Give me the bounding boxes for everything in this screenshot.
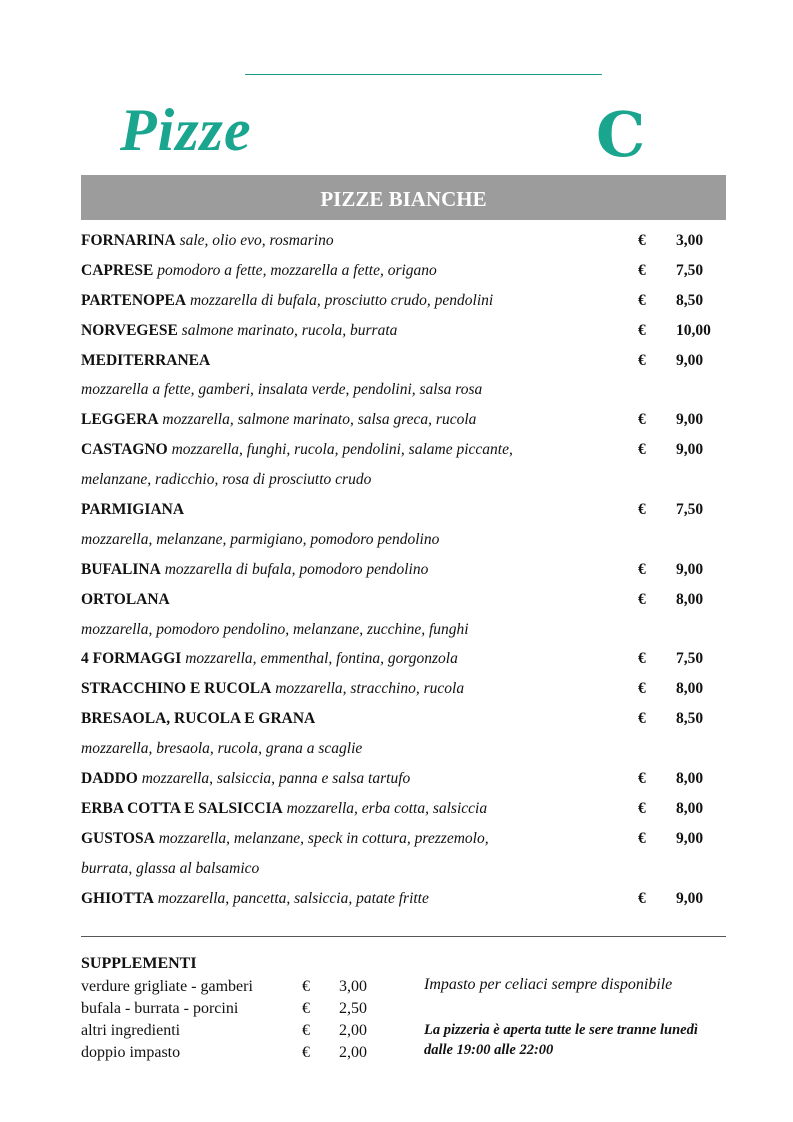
pizza-price: 7,50 — [676, 501, 704, 519]
section-banner: PIZZE BIANCHE — [81, 175, 726, 220]
pizza-ingredients: mozzarella a fette, gamberi, insalata verde, pendolini, salsa rosa — [81, 381, 483, 399]
supplement-label: altri ingredienti — [81, 1022, 181, 1039]
supplement-price: 3,00 — [339, 978, 367, 995]
euro-sign: € — [638, 321, 646, 339]
pizza-name: ORTOLANA — [81, 590, 170, 608]
euro-sign: € — [302, 1022, 310, 1039]
pizza-name: BRESAOLA, RUCOLA E GRANA — [81, 710, 316, 728]
pizza-ingredients: mozzarella, pomodoro pendolino, melanzane, zucchine, funghi — [81, 620, 469, 638]
menu-row — [81, 316, 721, 346]
pizza-price: 7,50 — [676, 650, 704, 668]
euro-sign: € — [638, 590, 646, 608]
pizza-price: 10,00 — [676, 321, 711, 339]
menu-row — [81, 256, 721, 286]
menu-row — [81, 495, 721, 525]
menu-row — [81, 465, 721, 495]
pizza-price: 9,00 — [676, 351, 704, 369]
top-rule — [245, 74, 602, 75]
menu-row — [81, 375, 721, 405]
menu-row — [81, 435, 721, 465]
supplements-title: SUPPLEMENTI — [81, 955, 197, 972]
euro-sign: € — [638, 710, 646, 728]
pizza-ingredients: pomodoro a fette, mozzarella a fette, origano — [153, 261, 437, 279]
pizza-name: CASTAGNO — [81, 441, 168, 459]
supplement-label: bufala - burrata - porcini — [81, 1000, 239, 1017]
menu-row — [81, 615, 721, 645]
pizza-price: 8,00 — [676, 770, 704, 788]
pizza-name: LEGGERA — [81, 411, 159, 429]
menu-row — [81, 674, 721, 704]
pizza-ingredients: mozzarella, stracchino, rucola — [271, 680, 465, 698]
supplement-row — [81, 1042, 381, 1064]
supplement-price: 2,50 — [339, 1000, 367, 1017]
euro-sign: € — [638, 560, 646, 578]
pizza-price: 8,50 — [676, 291, 704, 309]
menu-row — [81, 555, 721, 585]
pizza-ingredients: sale, olio evo, rosmarino — [175, 232, 334, 249]
euro-sign: € — [638, 411, 646, 429]
pizza-price: 9,00 — [676, 560, 704, 578]
pizza-price: 9,00 — [676, 889, 704, 907]
pizza-price: 8,00 — [676, 590, 704, 608]
pizza-name: PARTENOPEA — [81, 291, 187, 309]
pizza-price: 8,00 — [676, 680, 704, 698]
pizza-ingredients: mozzarella, bresaola, rucola, grana a scaglie — [81, 740, 363, 758]
pizza-name: 4 FORMAGGI — [81, 650, 182, 668]
pizza-name: NORVEGESE — [81, 321, 178, 339]
supplement-label: doppio impasto — [81, 1044, 181, 1061]
menu-row — [81, 854, 721, 884]
euro-sign: € — [638, 351, 646, 369]
euro-sign: € — [638, 441, 646, 459]
euro-sign: € — [302, 978, 310, 995]
menu-row — [81, 824, 721, 854]
pizza-name: PARMIGIANA — [81, 501, 185, 519]
euro-sign: € — [302, 1000, 310, 1017]
pizza-name: GHIOTTA — [81, 889, 154, 907]
euro-sign: € — [638, 829, 646, 847]
euro-sign: € — [638, 261, 646, 279]
euro-sign: € — [638, 770, 646, 788]
gluten-free-note: Impasto per celiaci sempre disponibile — [424, 976, 673, 993]
menu-row — [81, 226, 721, 256]
pizza-price: 9,00 — [676, 441, 704, 459]
pizza-ingredients: melanzane, radicchio, rosa di prosciutto crudo — [81, 471, 372, 489]
pizza-name: MEDITERRANEA — [81, 351, 211, 369]
euro-sign: € — [638, 680, 646, 698]
pizza-ingredients: mozzarella, emmenthal, fontina, gorgonzola — [181, 650, 458, 668]
pizza-ingredients: mozzarella, pancetta, salsiccia, patate fritte — [153, 889, 429, 907]
pizza-ingredients: mozzarella, salsiccia, panna e salsa tartufo — [137, 770, 411, 788]
menu-row — [81, 764, 721, 794]
pizza-ingredients: mozzarella, erba cotta, salsiccia — [282, 799, 488, 817]
euro-sign: € — [638, 889, 646, 907]
pizza-name: STRACCHINO E RUCOLA — [81, 680, 272, 698]
pizza-name: ERBA COTTA E SALSICCIA — [81, 799, 283, 817]
pizza-price: 8,00 — [676, 799, 704, 817]
pizza-price: 9,00 — [676, 829, 704, 847]
menu-row — [81, 286, 721, 316]
pizza-ingredients: salmone marinato, rucola, burrata — [177, 321, 398, 339]
menu-row — [81, 346, 721, 376]
supplement-row — [81, 976, 381, 998]
menu-row — [81, 525, 721, 555]
menu-row — [81, 644, 721, 674]
euro-sign: € — [638, 501, 646, 519]
pizza-ingredients: mozzarella di bufala, pomodoro pendolino — [160, 560, 429, 578]
pizza-name: DADDO — [81, 770, 138, 788]
opening-hours-note: La pizzeria è aperta tutte le sere tranne lunedì dalle 19:00 alle 22:00 — [424, 1022, 698, 1058]
pizza-name: GUSTOSA — [81, 829, 155, 847]
supplement-row — [81, 1020, 381, 1042]
menu-list — [81, 226, 721, 913]
menu-row — [81, 734, 721, 764]
menu-row — [81, 704, 721, 734]
euro-sign: € — [638, 799, 646, 817]
pizza-ingredients: mozzarella, salmone marinato, salsa greca, rucola — [158, 411, 477, 429]
pizza-name: BUFALINA — [81, 560, 161, 578]
pizza-ingredients: mozzarella di bufala, prosciutto crudo, pendolini — [186, 291, 494, 309]
menu-row — [81, 794, 721, 824]
supplement-price: 2,00 — [339, 1044, 367, 1061]
menu-row — [81, 405, 721, 435]
logo: C — [596, 98, 646, 171]
pizza-name: FORNARINA — [81, 232, 176, 249]
pizza-ingredients: mozzarella, melanzane, speck in cottura, prezzemolo, — [154, 829, 489, 847]
supplements-list — [81, 976, 381, 1064]
euro-sign: € — [302, 1044, 310, 1061]
euro-sign: € — [638, 232, 646, 249]
supplement-price: 2,00 — [339, 1022, 367, 1039]
pizza-name: CAPRESE — [81, 261, 154, 279]
pizza-ingredients: mozzarella, melanzane, parmigiano, pomodoro pendolino — [81, 530, 440, 548]
pizza-ingredients: mozzarella, funghi, rucola, pendolini, salame piccante, — [167, 441, 513, 459]
menu-row — [81, 884, 721, 914]
euro-sign: € — [638, 291, 646, 309]
menu-row — [81, 585, 721, 615]
euro-sign: € — [638, 650, 646, 668]
supplement-label: verdure grigliate - gamberi — [81, 978, 253, 995]
pizza-ingredients: burrata, glassa al balsamico — [81, 859, 260, 877]
pizza-price: 7,50 — [676, 261, 704, 279]
page-title: Pizze — [120, 97, 252, 163]
pizza-price: 8,50 — [676, 710, 704, 728]
pizza-price: 3,00 — [676, 232, 704, 249]
pizza-price: 9,00 — [676, 411, 704, 429]
supplement-row — [81, 998, 381, 1020]
divider — [81, 936, 726, 937]
